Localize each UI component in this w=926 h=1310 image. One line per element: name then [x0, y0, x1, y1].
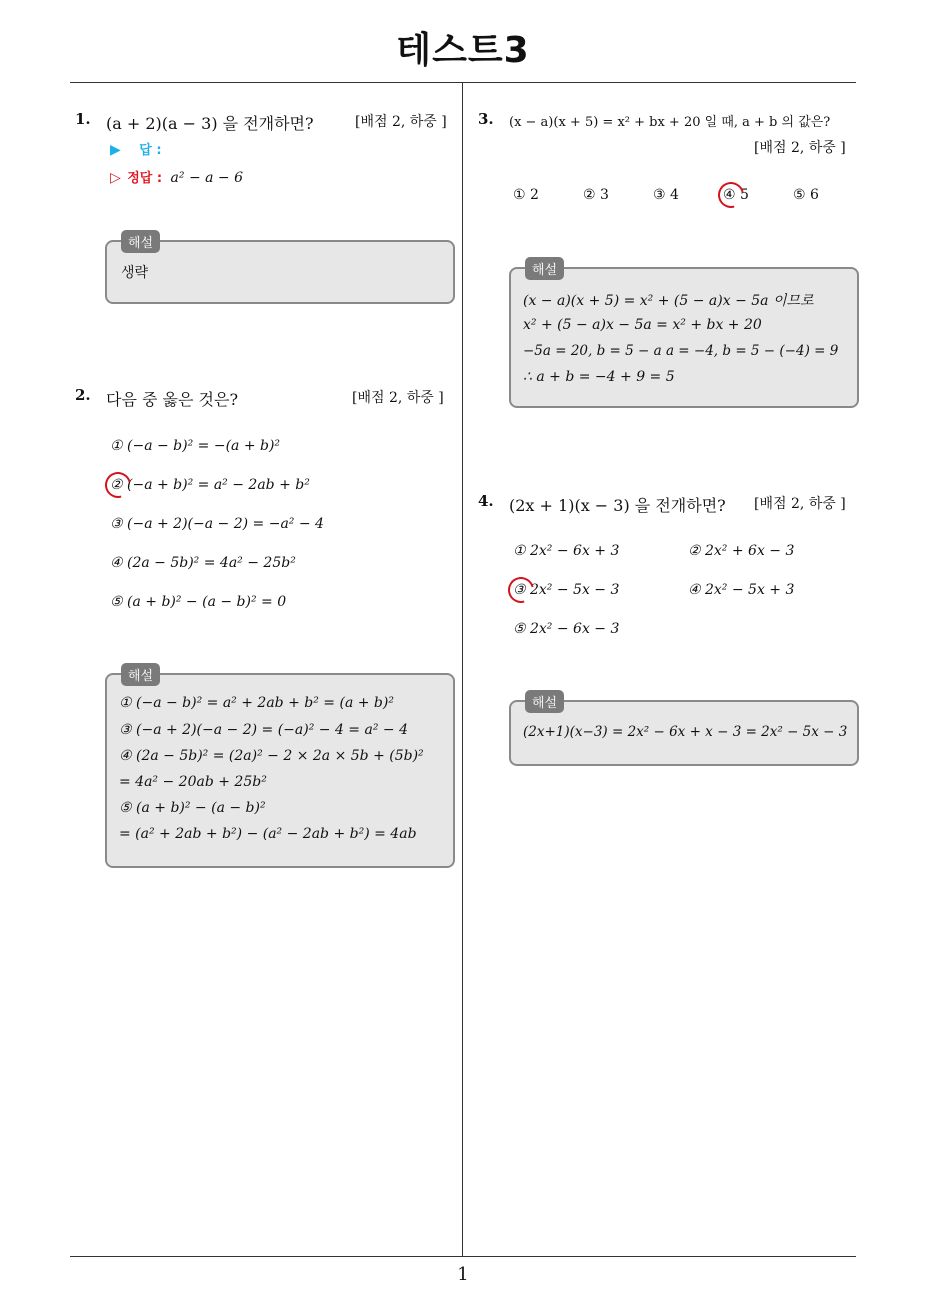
- bottom-rule: [70, 1256, 856, 1257]
- selected-circle-mark: [713, 177, 749, 213]
- points-label: [배점 2, 하중 ]: [754, 496, 846, 512]
- play-arrow-outline-icon: ▷: [110, 170, 121, 186]
- option-3[interactable]: ③ 4: [653, 187, 679, 203]
- explanation-line: ④ (2a − 5b)² = (2a)² − 2 × 2a × 5b + (5b)²: [119, 748, 424, 764]
- option-3[interactable]: ③ 2x² − 5x − 3: [513, 582, 620, 598]
- correct-label: 정답 :: [127, 171, 163, 186]
- option-5[interactable]: ⑤ 2x² − 6x − 3: [513, 621, 620, 637]
- explanation-line: = (a² + 2ab + b²) − (a² − 2ab + b²) = 4ab: [119, 826, 417, 842]
- explanation-tag: 해설: [525, 690, 564, 713]
- option-4[interactable]: ④ 5: [723, 187, 749, 203]
- question-number: 3.: [478, 110, 494, 128]
- correct-value: a² − a − 6: [170, 170, 244, 186]
- explanation-tag: 해설: [121, 663, 160, 686]
- explanation-line: ⑤ (a + b)² − (a − b)²: [119, 800, 266, 816]
- question-text: 다음 중 옳은 것은?: [106, 390, 239, 409]
- explanation-box: [105, 669, 455, 868]
- option-2[interactable]: ② 3: [583, 187, 609, 203]
- option-4[interactable]: ④ 2x² − 5x + 3: [688, 582, 795, 598]
- column-divider: [462, 82, 463, 1257]
- option-5[interactable]: ⑤ (a + b)² − (a − b)² = 0: [110, 594, 287, 610]
- explanation-line: ① (−a − b)² = a² + 2ab + b² = (a + b)²: [119, 695, 394, 711]
- explanation-line: = 4a² − 20ab + 25b²: [119, 774, 267, 790]
- explanation-line: x² + (5 − a)x − 5a = x² + bx + 20: [523, 317, 762, 333]
- question-text: (a + 2)(a − 3) 을 전개하면?: [106, 114, 314, 133]
- answer-label: 답 :: [139, 143, 162, 158]
- points-label: [배점 2, 하중 ]: [355, 114, 447, 130]
- explanation-box: [105, 236, 455, 304]
- explanation-line: (x − a)(x + 5) = x² + (5 − a)x − 5a 이므로: [523, 293, 814, 309]
- explanation-box: [509, 696, 859, 766]
- option-3[interactable]: ③ (−a + 2)(−a − 2) = −a² − 4: [110, 516, 324, 532]
- option-2[interactable]: ② (−a + b)² = a² − 2ab + b²: [110, 477, 310, 493]
- answer-row: [110, 139, 162, 158]
- question-number: 4.: [478, 492, 494, 510]
- selected-circle-mark: [503, 572, 539, 608]
- selected-circle-mark: [100, 467, 136, 503]
- explanation-line: −5a = 20, b = 5 − a a = −4, b = 5 − (−4) = 9: [523, 343, 839, 359]
- page-title: 테스트3: [396, 30, 530, 71]
- play-arrow-icon: ▶: [110, 142, 121, 158]
- explanation-line: (2x+1)(x−3) = 2x² − 6x + x − 3 = 2x² − 5x − 3: [523, 724, 848, 740]
- question-number: 1.: [75, 110, 91, 128]
- top-rule: [70, 82, 856, 83]
- question-text: (2x + 1)(x − 3) 을 전개하면?: [509, 496, 726, 515]
- points-label: [배점 2, 하중 ]: [754, 140, 846, 156]
- option-4[interactable]: ④ (2a − 5b)² = 4a² − 25b²: [110, 555, 296, 571]
- option-2[interactable]: ② 2x² + 6x − 3: [688, 543, 795, 559]
- explanation-tag: 해설: [121, 230, 160, 253]
- explanation-line: ∴ a + b = −4 + 9 = 5: [523, 369, 675, 385]
- explanation-line: ③ (−a + 2)(−a − 2) = (−a)² − 4 = a² − 4: [119, 722, 408, 738]
- option-1[interactable]: ① 2x² − 6x + 3: [513, 543, 620, 559]
- option-1[interactable]: ① (−a − b)² = −(a + b)²: [110, 438, 281, 454]
- option-1[interactable]: ① 2: [513, 187, 539, 203]
- option-5[interactable]: ⑤ 6: [793, 187, 819, 203]
- question-text: (x − a)(x + 5) = x² + bx + 20 일 때, a + b 의 값은?: [509, 115, 831, 130]
- correct-answer-row: [110, 167, 243, 186]
- explanation-line: 생략: [121, 265, 149, 281]
- explanation-box: [509, 263, 859, 408]
- page-number: 1: [457, 1264, 469, 1285]
- explanation-tag: 해설: [525, 257, 564, 280]
- points-label: [배점 2, 하중 ]: [352, 390, 444, 406]
- question-number: 2.: [75, 386, 91, 404]
